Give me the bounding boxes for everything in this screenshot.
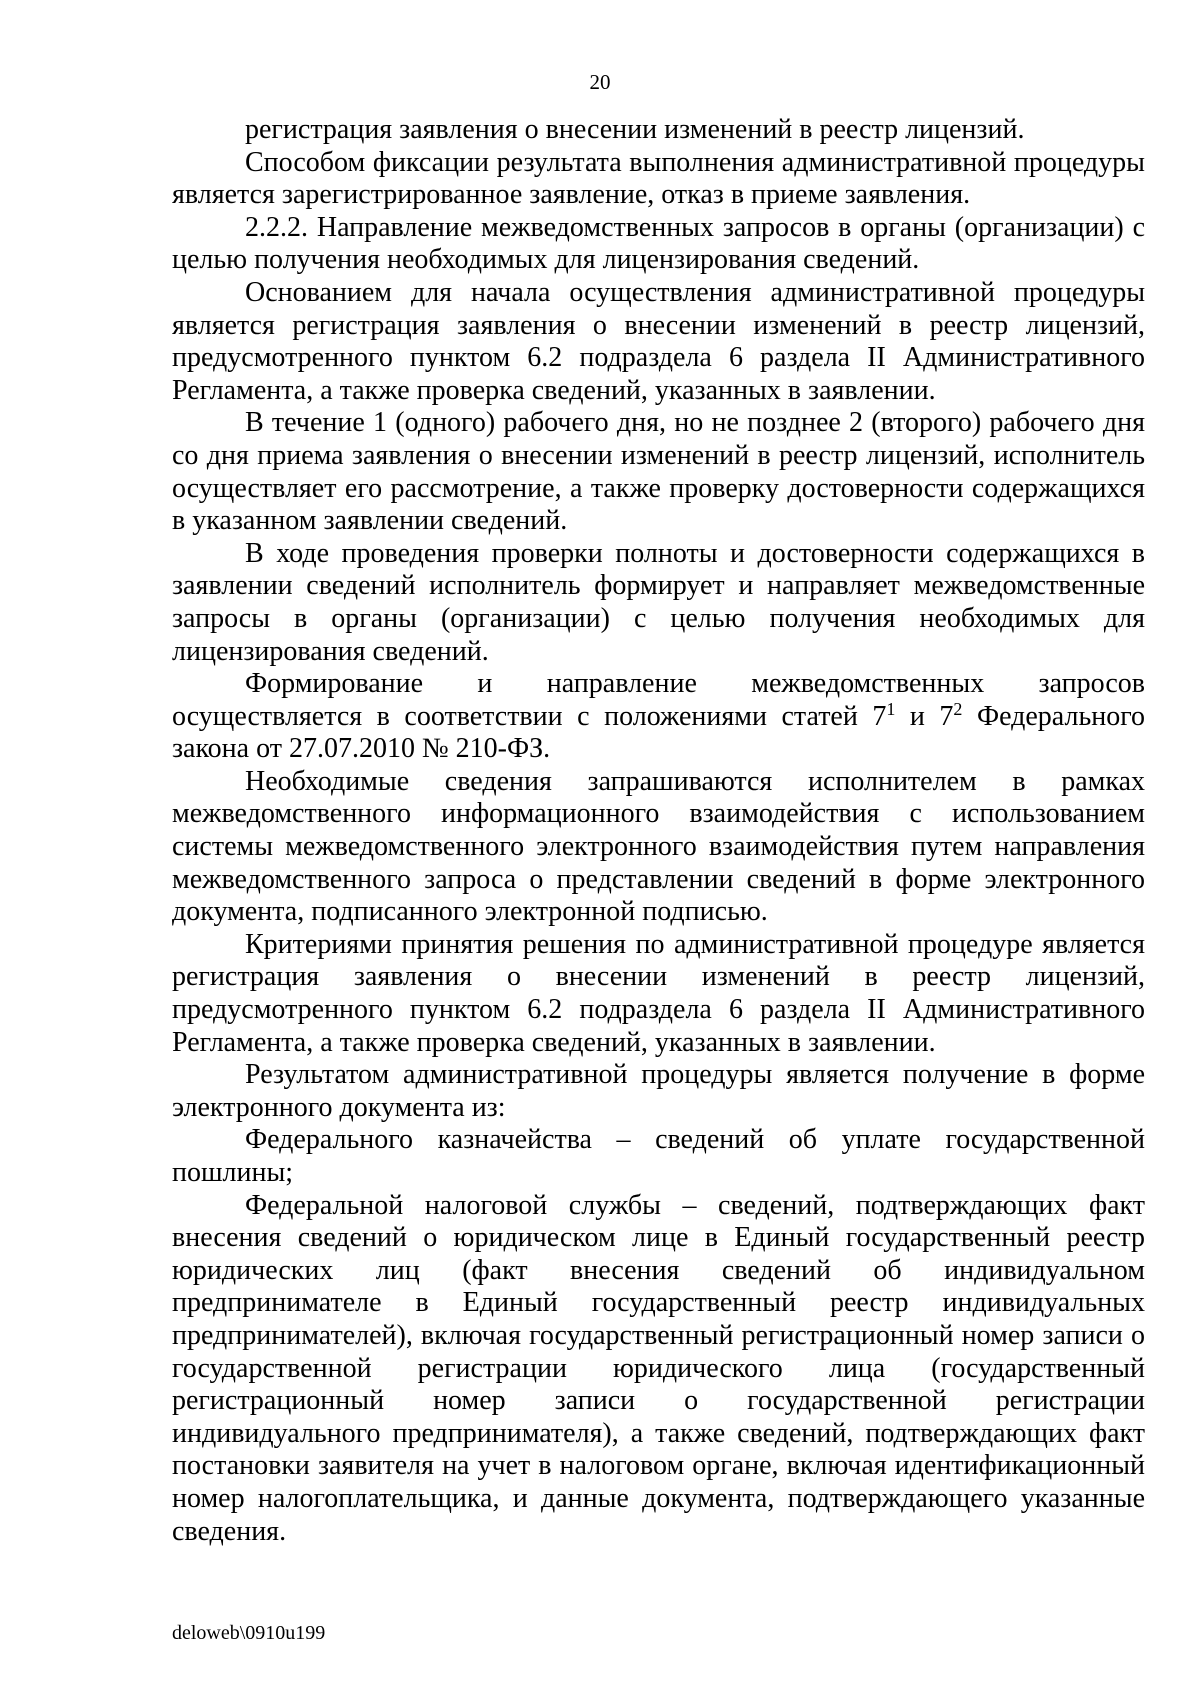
page-number: 20 — [589, 70, 611, 94]
paragraph-tax-service: Федеральной налоговой службы – сведений, подтверждающих факт внесения сведений о юридическом лице в Единый государственный реестр юридических лиц (факт внесения сведений об индивидуальном предпринимателе в Единый государственный реестр индивидуальных предпринимателей), включая государственный регистрационный номер записи о государственной регистрации юридического лица (государственный регистрационный номер записи о государственной регистрации индивидуального предпринимателя), а также сведений, подтверждающих факт постановки заявителя на учет в налоговом органе, включая идентификационный номер налогоплательщика, и данные документа, подтверждающего указанные сведения. — [172, 1189, 1145, 1547]
paragraph-registration: регистрация заявления о внесении изменений в реестр лицензий. — [245, 114, 1025, 145]
paragraph-basis: Основанием для начала осуществления административной процедуры является регистрация заявления о внесении изменений в реестр лицензий, предусмотренного пунктом 6.2 подраздела 6 раздела II Административного Регламента, а также проверка сведений, указанных в заявлении. — [172, 276, 1145, 406]
superscript-2: 2 — [953, 698, 963, 719]
superscript-1: 1 — [886, 698, 896, 719]
paragraph-criteria: Критериями принятия решения по административной процедуре является регистрация заявления о внесении изменений в реестр лицензий, предусмотренного пунктом 6.2 подраздела 6 раздела II Административного Регламента, а также проверка сведений, указанных в заявлении. — [172, 928, 1145, 1058]
document-footer-code: deloweb\0910u199 — [172, 1622, 326, 1644]
paragraph-verification: В ходе проведения проверки полноты и достоверности содержащихся в заявлении сведений исполнитель формирует и направляет межведомственные запросы в органы (организации) с целью получения необходимых для лицензирования сведений. — [172, 537, 1145, 667]
paragraph-fixation-method: Способом фиксации результата выполнения административной процедуры является зарегистрированное заявление, отказ в приеме заявления. — [172, 146, 1145, 211]
paragraph-timeline: В течение 1 (одного) рабочего дня, но не позднее 2 (второго) рабочего дня со дня приема заявления о внесении изменений в реестр лицензий, исполнитель осуществляет его рассмотрение, а также проверку достоверности содержащихся в указанном заявлении сведений. — [172, 407, 1145, 537]
federal-law-text-2: и 7 — [895, 700, 954, 732]
paragraph-federal-law — [172, 668, 1145, 766]
federal-law-text-3: Федерального закона от 27.07.2010 № 210-ФЗ. — [172, 700, 1145, 765]
paragraph-treasury: Федерального казначейства – сведений об уплате государственной пошлины; — [172, 1124, 1145, 1188]
federal-law-text-1: Формирование и направление межведомственных запросов осуществляется в соответствии с положениями статей 7 — [172, 668, 1145, 732]
document-body — [172, 114, 1145, 1548]
paragraph-required-info: Необходимые сведения запрашиваются исполнителем в рамках межведомственного информационного взаимодействия с использованием системы межведомственного электронного взаимодействия путем направления межведомственного запроса о представлении сведений в форме электронного документа, подписанного электронной подписью. — [172, 765, 1145, 928]
section-heading-2-2-2: 2.2.2. Направление межведомственных запросов в органы (организации) с целью получения необходимых для лицензирования сведений. — [172, 211, 1145, 276]
paragraph-result: Результатом административной процедуры является получение в форме электронного документа из: — [172, 1059, 1145, 1123]
